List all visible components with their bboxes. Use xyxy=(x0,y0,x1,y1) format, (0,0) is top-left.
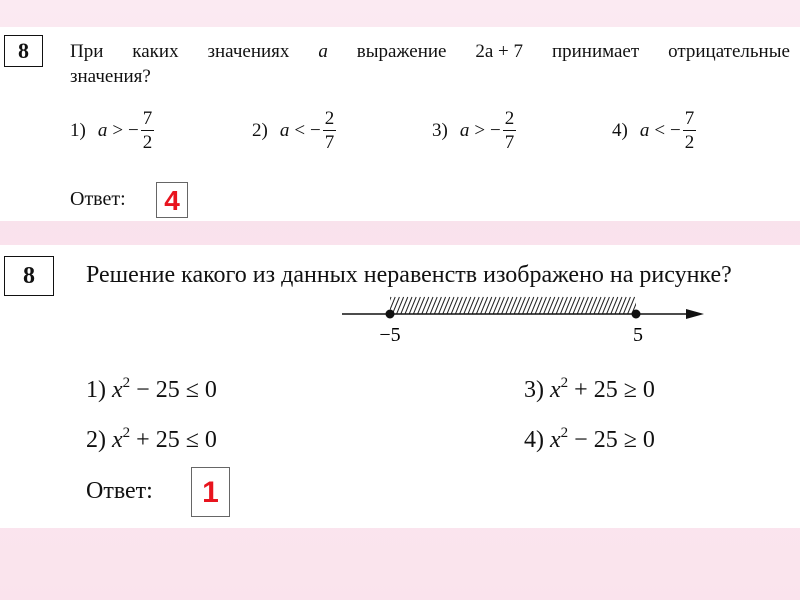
option-label: 3) xyxy=(432,119,448,141)
hatch-mark xyxy=(409,297,416,314)
hatch-mark xyxy=(485,297,492,314)
task-1-number: 8 xyxy=(4,35,43,67)
task-1-question xyxy=(70,39,790,89)
task-1-answer-label: Ответ: xyxy=(70,188,126,210)
task-1-option-1 xyxy=(70,109,154,152)
hatch-mark xyxy=(623,297,630,314)
option-fraction xyxy=(323,109,337,152)
task-2-option-1 xyxy=(86,375,217,404)
option-sign: − xyxy=(670,119,681,141)
fraction-denominator: 2 xyxy=(142,132,153,153)
fraction-denominator: 7 xyxy=(324,132,335,153)
hatch-mark xyxy=(514,297,521,314)
hatch-mark xyxy=(430,297,437,314)
task-1-question-line-1 xyxy=(70,39,790,64)
option-variable: x xyxy=(550,427,561,453)
hatch-mark xyxy=(590,297,597,314)
hatch-mark xyxy=(481,297,488,314)
fraction-numerator: 7 xyxy=(684,108,695,129)
option-variable: x xyxy=(112,427,123,453)
question-expression: 2a + 7 xyxy=(475,41,524,62)
hatch-mark xyxy=(489,297,496,314)
hatch-mark xyxy=(447,297,454,314)
question-word: При xyxy=(70,41,104,62)
hatch-mark xyxy=(544,297,551,314)
option-variable: x xyxy=(112,377,123,403)
hatch-mark xyxy=(460,297,467,314)
option-expression: − 25 ≥ 0 xyxy=(574,427,655,453)
hatch-mark xyxy=(602,297,609,314)
option-label: 3) xyxy=(524,377,544,403)
option-fraction xyxy=(141,109,155,152)
number-line-right-label: 5 xyxy=(633,324,643,346)
hatch-mark xyxy=(560,297,567,314)
hatch-mark xyxy=(451,297,458,314)
option-variable: a xyxy=(459,119,470,141)
option-expression: + 25 ≥ 0 xyxy=(574,377,655,403)
task-2-number: 8 xyxy=(4,256,54,296)
option-sign: − xyxy=(128,119,139,141)
option-fraction xyxy=(503,109,517,152)
hatch-mark xyxy=(439,297,446,314)
option-label: 4) xyxy=(524,427,544,453)
hatch-mark xyxy=(552,297,559,314)
question-word: принимает xyxy=(551,41,640,62)
option-variable: x xyxy=(550,377,561,403)
task-1-question-line-2: значения? xyxy=(70,66,151,87)
hatch-mark xyxy=(573,297,580,314)
hatch-mark xyxy=(497,297,504,314)
hatch-mark xyxy=(535,297,542,314)
hatch-mark xyxy=(577,297,584,314)
option-fraction xyxy=(683,109,697,152)
background-band-top xyxy=(0,0,800,27)
hatch-mark xyxy=(464,297,471,314)
option-expression: − 25 ≤ 0 xyxy=(136,377,217,403)
question-word: значениях xyxy=(207,41,290,62)
option-exponent: 2 xyxy=(122,425,131,441)
task-2-option-2 xyxy=(86,425,217,454)
hatch-mark xyxy=(401,297,408,314)
option-relation: < xyxy=(294,119,306,141)
hatch-mark xyxy=(502,297,509,314)
hatch-mark xyxy=(405,297,412,314)
hatch-mark xyxy=(476,297,483,314)
question-word: отрицательные xyxy=(668,41,790,62)
hatch-mark xyxy=(556,297,563,314)
option-label: 2) xyxy=(86,427,106,453)
option-label: 1) xyxy=(86,377,106,403)
option-label: 1) xyxy=(70,119,86,141)
hatch-mark xyxy=(594,297,601,314)
option-variable: a xyxy=(97,119,108,141)
hatch-mark xyxy=(426,297,433,314)
hatch-mark xyxy=(468,297,475,314)
hatch-mark xyxy=(518,297,525,314)
hatch-mark xyxy=(539,297,546,314)
option-sign: − xyxy=(490,119,501,141)
hatch-mark xyxy=(607,297,614,314)
hatch-mark xyxy=(586,297,593,314)
background-band-bottom xyxy=(0,528,800,600)
task-2-card xyxy=(0,245,800,528)
option-variable: a xyxy=(639,119,650,141)
hatch-mark xyxy=(443,297,450,314)
hatch-mark xyxy=(472,297,479,314)
hatch-mark xyxy=(569,297,576,314)
fraction-denominator: 7 xyxy=(504,132,515,153)
hatch-mark xyxy=(619,297,626,314)
hatch-mark xyxy=(565,297,572,314)
task-2-answer-box: 1 xyxy=(191,467,230,517)
fraction-numerator: 2 xyxy=(504,108,515,129)
number-line-shading xyxy=(384,297,643,314)
background-band-middle xyxy=(0,221,800,245)
option-exponent: 2 xyxy=(560,375,569,391)
number-line-left-label: −5 xyxy=(379,324,401,346)
fraction-denominator: 2 xyxy=(684,132,695,153)
fraction-numerator: 2 xyxy=(324,108,335,129)
hatch-mark xyxy=(527,297,534,314)
option-relation: > xyxy=(112,119,124,141)
option-exponent: 2 xyxy=(122,375,131,391)
number-line-right-point xyxy=(632,310,641,319)
task-1-option-2 xyxy=(252,109,336,152)
option-label: 2) xyxy=(252,119,268,141)
option-relation: < xyxy=(654,119,666,141)
number-line-left-point xyxy=(386,310,395,319)
hatch-mark xyxy=(615,297,622,314)
task-2-answer-label: Ответ: xyxy=(86,478,153,504)
hatch-mark xyxy=(455,297,462,314)
question-word: каких xyxy=(132,41,179,62)
hatch-mark xyxy=(581,297,588,314)
option-sign: − xyxy=(310,119,321,141)
option-relation: > xyxy=(474,119,486,141)
option-exponent: 2 xyxy=(560,425,569,441)
task-2-option-4 xyxy=(524,425,655,454)
number-line-arrow-icon xyxy=(686,309,704,319)
task-1-option-3 xyxy=(432,109,516,152)
hatch-mark xyxy=(413,297,420,314)
option-variable: a xyxy=(279,119,290,141)
hatch-mark xyxy=(510,297,517,314)
number-line-figure xyxy=(340,295,710,350)
hatch-mark xyxy=(506,297,513,314)
task-2-option-3 xyxy=(524,375,655,404)
question-word: выражение xyxy=(356,41,447,62)
task-1-option-4 xyxy=(612,109,696,152)
hatch-mark xyxy=(422,297,429,314)
hatch-mark xyxy=(397,297,404,314)
hatch-mark xyxy=(598,297,605,314)
task-1-card xyxy=(0,27,800,221)
fraction-numerator: 7 xyxy=(142,108,153,129)
hatch-mark xyxy=(418,297,425,314)
hatch-mark xyxy=(531,297,538,314)
option-expression: + 25 ≤ 0 xyxy=(136,427,217,453)
question-variable: a xyxy=(318,41,328,62)
task-2-question: Решение какого из данных неравенств изображено на рисунке? xyxy=(86,262,732,288)
hatch-mark xyxy=(548,297,555,314)
hatch-mark xyxy=(523,297,530,314)
option-label: 4) xyxy=(612,119,628,141)
hatch-mark xyxy=(493,297,500,314)
hatch-mark xyxy=(611,297,618,314)
task-1-answer-box: 4 xyxy=(156,182,188,218)
hatch-mark xyxy=(434,297,441,314)
